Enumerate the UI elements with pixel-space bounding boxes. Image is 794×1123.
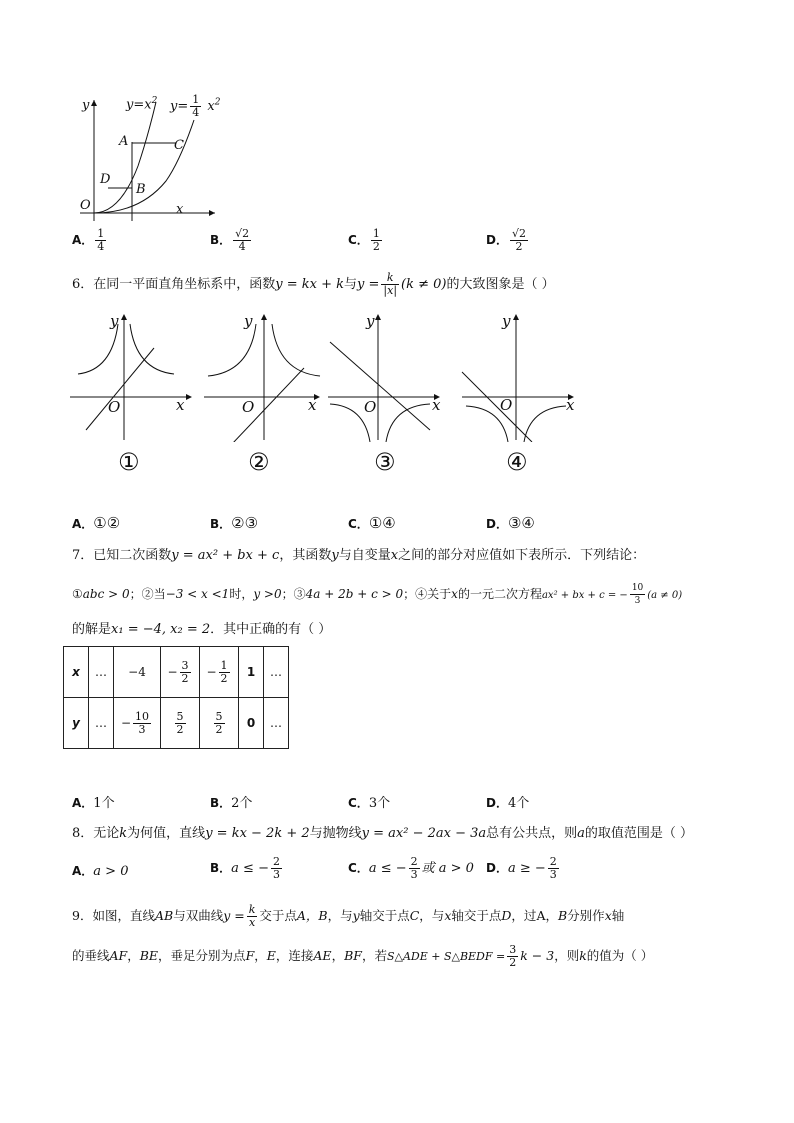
q6-option-d[interactable]: D．③④	[486, 514, 535, 532]
table-cell: − $\frac{3}{2}$	[161, 647, 200, 698]
q6-option-c[interactable]: C．①④	[348, 514, 396, 532]
q8-stem: 8．无论k为何值，直线y = kx − 2k + 2与抛物线y = ax² − 2ax − 3a总有公共点，则a的取值范围是（ ）	[72, 826, 694, 841]
q8-option-b[interactable]: B．a ≤ − $\frac{2}{3}$	[210, 855, 280, 881]
q5-curve1-label: $y=x^2$	[126, 96, 158, 113]
q9-stem-line1: 9．如图，直线AB与双曲线y = $\frac{k}{x}$ 交于点A，B，与y轴交于点C，与x轴交于点D，过A，B分别作x轴	[72, 903, 625, 929]
q7-option-c[interactable]: C．3个	[348, 796, 391, 811]
q6-g1-caption: ①	[118, 448, 140, 476]
q5-point-b: B	[136, 182, 146, 197]
q6-g3-o: O	[364, 398, 377, 416]
q8-option-a[interactable]: A．a > 0	[72, 864, 129, 879]
q6-graph-1	[68, 310, 196, 442]
q7-stem-line1: 7．已知二次函数y = ax² + bx + c，其函数y与自变量x之间的部分对应值如下表所示．下列结论：	[72, 548, 646, 563]
q9-stem-line2: 的垂线AF，BE，垂足分别为点F，E，连接AE，BF，若S△ADE + S△BEDF = $\frac{3}{2}$ k − 3，则k的值为（ ）	[72, 943, 654, 969]
table-cell: …	[264, 698, 289, 749]
q5-point-c: C	[174, 138, 184, 153]
table-cell: …	[89, 647, 114, 698]
table-cell: − $\frac{10}{3}$	[114, 698, 161, 749]
q5-option-c[interactable]: C． $\frac{1}{2}$	[348, 227, 380, 253]
q5-option-a[interactable]: A． $\frac{1}{4}$	[72, 227, 105, 253]
q7-stem-line3: 的解是x₁ = −4, x₂ = 2．其中正确的有（ ）	[72, 622, 332, 637]
q5-point-d: D	[100, 172, 111, 187]
q5-option-d[interactable]: D． $\frac{√2}{2}$	[486, 227, 526, 253]
q7-value-table	[63, 646, 289, 749]
q6-graph-4	[460, 310, 584, 442]
q6-g1-o: O	[108, 398, 121, 416]
q6-g4-o: O	[500, 396, 513, 414]
table-cell: …	[89, 698, 114, 749]
q5-curve2-label: y= $\frac{1}{4}$ $x^2$	[170, 93, 221, 119]
table-cell: …	[264, 647, 289, 698]
q8-option-c[interactable]: C．a ≤ − $\frac{2}{3}$ 或 a > 0	[348, 855, 474, 881]
q6-g3-caption: ③	[374, 448, 396, 476]
q7-stem-line2: ①abc > 0；②当−3 < x <1时，y >0；③4a + 2b + c > 0；④关于x的一元二次方程ax² + bx + c = − $\frac{10}{3}$ (a ≠ 0)	[72, 583, 683, 606]
q5-option-b[interactable]: B． $\frac{√2}{4}$	[210, 227, 250, 253]
table-cell: y	[64, 698, 89, 749]
q6-graph-2	[202, 310, 330, 442]
q7-option-a[interactable]: A．1个	[72, 796, 115, 811]
table-cell: −4	[114, 647, 161, 698]
q6-g3-x: x	[432, 396, 441, 414]
table-cell: 1	[239, 647, 264, 698]
table-cell: − $\frac{1}{2}$	[200, 647, 239, 698]
q6-option-b[interactable]: B．②③	[210, 514, 259, 532]
q6-g2-caption: ②	[248, 448, 270, 476]
q6-g1-x: x	[176, 396, 185, 414]
q5-origin: O	[80, 198, 91, 213]
table-row	[64, 698, 289, 749]
table-cell: $\frac{5}{2}$	[200, 698, 239, 749]
q6-g2-y: y	[244, 312, 253, 330]
table-cell: 0	[239, 698, 264, 749]
q6-g4-caption: ④	[506, 448, 528, 476]
q5-point-a: A	[119, 134, 129, 149]
table-row	[64, 647, 289, 698]
q6-graph-3	[326, 310, 450, 442]
q7-option-b[interactable]: B．2个	[210, 796, 253, 811]
q5-y-label: y	[82, 98, 90, 113]
q6-stem: 6．在同一平面直角坐标系中，函数y = kx + k与y = $\frac{k}{|x|}$ (k ≠ 0)的大致图象是（ ）	[72, 271, 555, 297]
q8-option-d[interactable]: D．a ≥ − $\frac{2}{3}$	[486, 855, 557, 881]
table-cell: x	[64, 647, 89, 698]
q5-x-label: x	[176, 202, 184, 217]
q6-g4-y: y	[502, 312, 511, 330]
q6-g4-x: x	[566, 396, 575, 414]
q7-option-d[interactable]: D．4个	[486, 796, 530, 811]
q6-option-a[interactable]: A．①②	[72, 514, 121, 532]
q6-g2-o: O	[242, 398, 255, 416]
table-cell: $\frac{5}{2}$	[161, 698, 200, 749]
q6-g1-y: y	[110, 312, 119, 330]
q6-g3-y: y	[366, 312, 375, 330]
q6-g2-x: x	[308, 396, 317, 414]
